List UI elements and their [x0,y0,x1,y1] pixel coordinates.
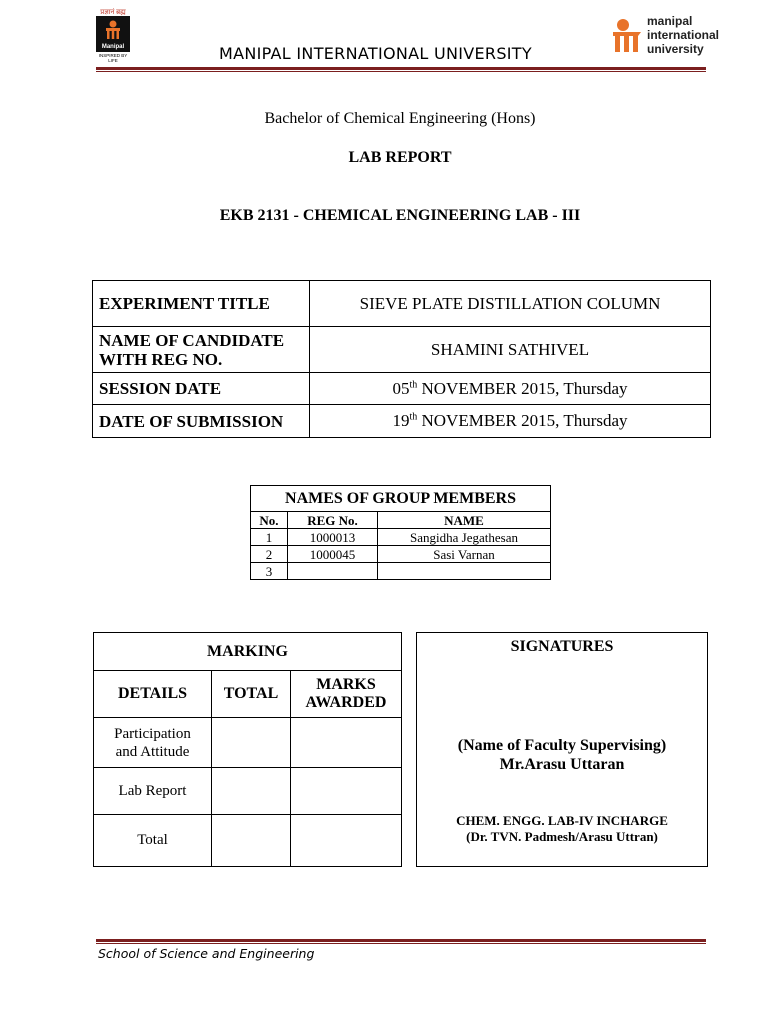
table-row [93,281,711,327]
signatures-title: SIGNATURES [510,638,614,655]
table-row [251,529,551,546]
submission-day: 19 [392,411,410,430]
member-name: Sasi Varnan [378,546,551,563]
member-name: Sangidha Jegathesan [378,529,551,546]
header-rule [96,67,706,70]
experiment-title-label: EXPERIMENT TITLE [93,281,310,327]
row-lab-report: Lab Report [94,768,212,815]
submission-date-label: DATE OF SUBMISSION [93,405,310,438]
total-cell [212,815,291,867]
awarded-cell [291,768,402,815]
group-table-title: NAMES OF GROUP MEMBERS [251,486,551,512]
awarded-cell [291,815,402,867]
member-reg: 1000045 [288,546,378,563]
faculty-block [417,736,707,774]
column-header-details: DETAILS [94,671,212,718]
row-participation [94,718,212,768]
header-rule-thin [96,71,706,72]
session-date-label: SESSION DATE [93,373,310,405]
manipal-logo-right [611,14,721,58]
table-row [93,373,711,405]
column-header-reg: REG No. [288,512,378,529]
member-reg [288,563,378,580]
incharge-title: CHEM. ENGG. LAB-IV INCHARGE [456,813,668,828]
table-row [251,546,551,563]
logo-wordmark: Manipal [101,44,125,50]
total-cell [212,768,291,815]
submission-date-value [310,405,711,438]
footer-rule-thin [96,943,706,944]
manipal-logo-left [94,8,132,64]
awarded-line-2: AWARDED [305,694,387,711]
marking-title: MARKING [94,633,402,671]
participation-line-1: Participation [114,725,191,742]
table-row [251,512,551,529]
table-row [94,815,402,867]
marking-table [93,632,402,867]
experiment-title-value: SIEVE PLATE DISTILLATION COLUMN [310,281,711,327]
table-row [93,327,711,373]
manipal-emblem-icon [611,18,643,54]
session-day-suffix: th [409,378,418,390]
column-header-total: TOTAL [212,671,291,718]
logo-line-2: international [647,28,720,42]
course-title: EKB 2131 - CHEMICAL ENGINEERING LAB - III [219,207,581,224]
member-no: 3 [251,563,288,580]
total-cell [212,718,291,768]
candidate-value: SHAMINI SATHIVEL [310,327,711,373]
logo-tagline: INSPIRED BY LIFE [98,53,128,63]
candidate-label-line-1: NAME OF CANDIDATE [99,330,285,350]
member-name [378,563,551,580]
submission-month-year: NOVEMBER 2015, Thursday [417,411,628,430]
table-row [94,633,402,671]
member-no: 1 [251,529,288,546]
session-day: 05 [392,378,410,398]
table-row [93,405,711,438]
member-no: 2 [251,546,288,563]
table-row [94,718,402,768]
university-title: MANIPAL INTERNATIONAL UNIVERSITY [219,44,532,63]
awarded-cell [291,718,402,768]
table-row [251,563,551,580]
incharge-names: (Dr. TVN. Padmesh/Arasu Uttran) [466,829,658,844]
awarded-line-1: MARKS [316,676,376,693]
experiment-info-table [92,280,711,438]
participation-line-2: and Attitude [115,743,190,760]
logo-line-3: university [647,42,704,56]
table-row [94,768,402,815]
table-row [94,671,402,718]
manipal-emblem-icon [104,20,122,40]
report-type: LAB REPORT [348,149,452,166]
footer-text: School of Science and Engineering [98,946,315,961]
member-reg: 1000013 [288,529,378,546]
column-header-awarded [291,671,402,718]
logo-line-1: manipal [647,14,693,28]
table-row [251,486,551,512]
session-month-year: NOVEMBER 2015, Thursday [417,378,628,398]
logo-motto: प्रज्ञानं ब्रह्म [100,8,126,16]
candidate-label-line-2: WITH REG NO. [99,349,223,369]
faculty-name: Mr.Arasu Uttaran [499,756,625,773]
programme-name: Bachelor of Chemical Engineering (Hons) [264,110,536,127]
column-header-no: No. [251,512,288,529]
candidate-label [93,327,310,373]
faculty-line: (Name of Faculty Supervising) [457,737,667,754]
group-members-table [250,485,551,580]
signatures-box [416,632,708,867]
footer-rule [96,939,706,942]
incharge-block [417,813,707,845]
session-date-value [310,373,711,405]
row-total: Total [94,815,212,867]
column-header-name: NAME [378,512,551,529]
submission-day-suffix: th [409,411,418,423]
